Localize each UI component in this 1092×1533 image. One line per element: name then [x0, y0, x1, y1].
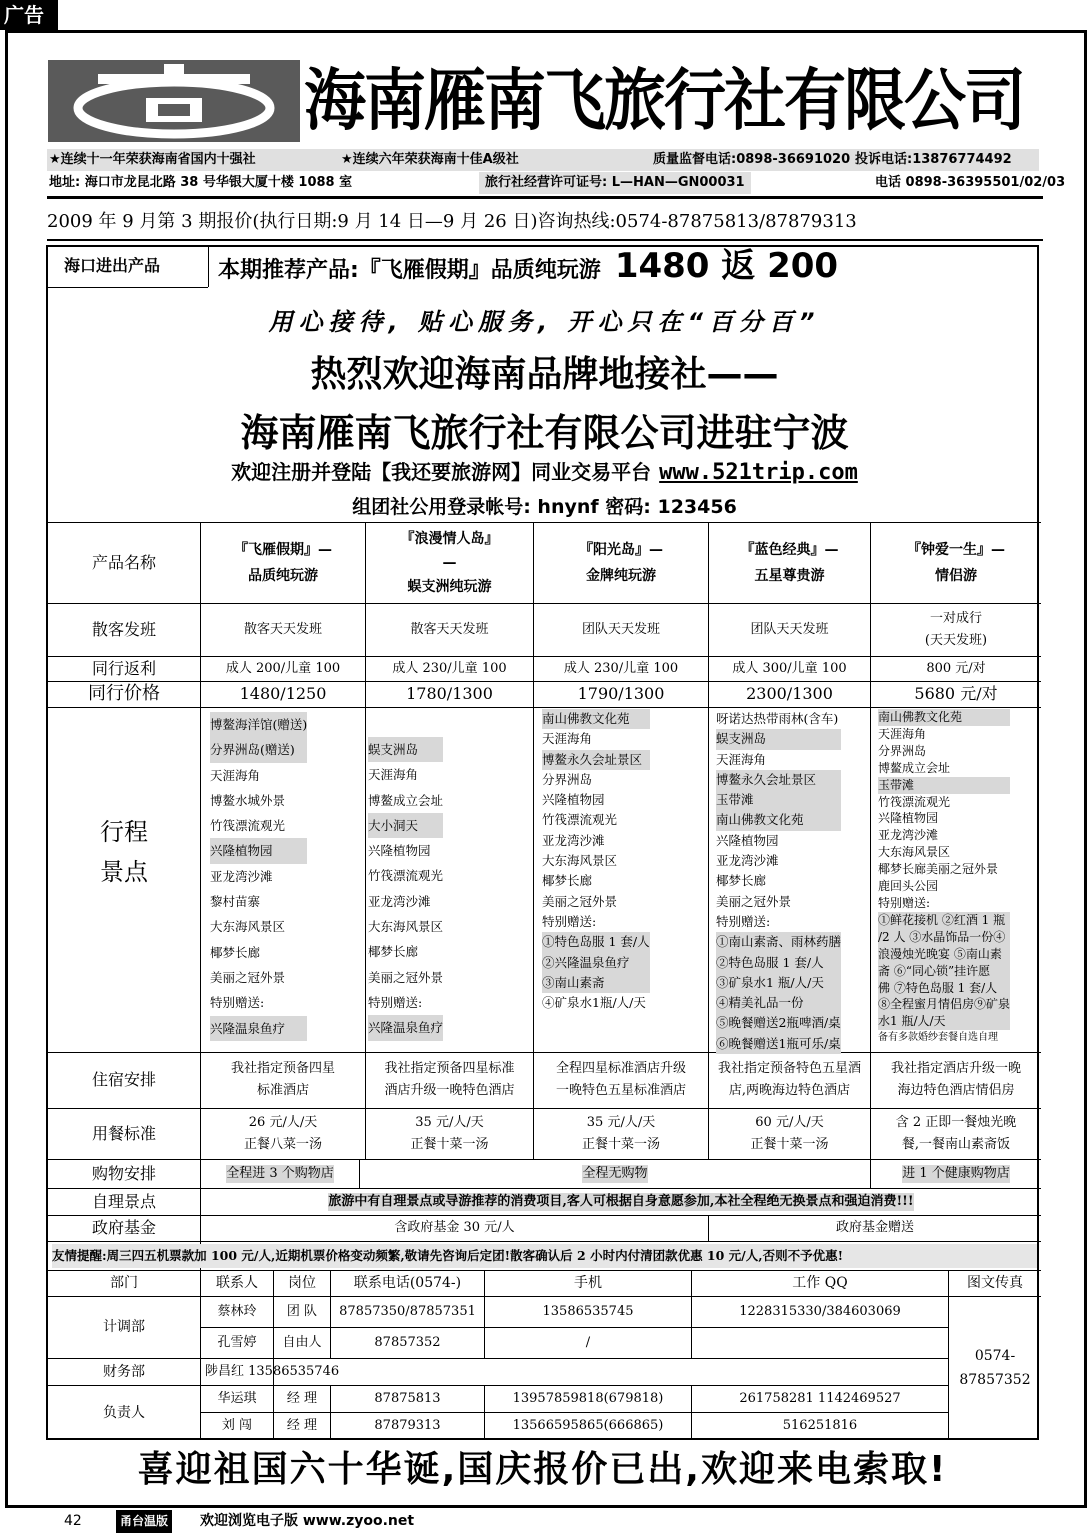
honor-1: ★连续十一年荣获海南省国内十强社: [49, 152, 256, 167]
hotel-line: 标准酒店: [256, 1083, 309, 1098]
itinerary-item: ①南山素斋、雨林药膳: [716, 932, 841, 952]
itinerary-item: 特别赠送:: [878, 895, 931, 910]
product-name: [534, 522, 708, 603]
itinerary-list: [542, 709, 650, 1013]
issue-line: 2009 年 9 月第 3 期报价(执行日期:9 月 14 日—9 月 26 日)咨询热线:0574-87875813/87879313: [47, 211, 857, 232]
itinerary-item: 浪漫烛光晚宴 ⑤南山素: [878, 946, 1010, 963]
contact-name: 刘 闯: [221, 1418, 253, 1433]
register-text: 欢迎注册并登陆【我还要旅游网】同业交易平台: [231, 460, 652, 484]
shopping-text-5: 进 1 个健康购物店: [902, 1165, 1010, 1181]
hotel-line: 我社指定预备特色五星酒: [717, 1061, 861, 1076]
meal-cell: [534, 1108, 708, 1159]
schedule-cell: 散客天天发班: [243, 621, 322, 637]
itinerary-item: 分界洲岛(赠送): [210, 737, 307, 762]
itinerary-item: 特别赠送:: [542, 913, 597, 929]
contact-role: 经 理: [286, 1418, 318, 1433]
itinerary-item: 椰梦长廊美丽之冠外景: [878, 862, 999, 877]
itinerary-item: ⑤晚餐赠送2瓶啤酒/桌: [716, 1013, 841, 1033]
shopping-cell: [360, 1159, 870, 1188]
meal-line: 正餐八菜一汤: [243, 1136, 322, 1152]
schedule-cell: [871, 603, 1041, 656]
itinerary-item: 博鳌海洋馆(赠送): [210, 712, 307, 737]
itinerary-item: 美丽之冠外景: [368, 969, 444, 985]
hotel-line: 我社指定酒店升级一晚: [890, 1061, 1021, 1076]
office-phone: 电话 0898-36395501/02/03: [875, 175, 1066, 190]
itinerary-item: 天涯海角: [716, 751, 767, 767]
license: 旅行社经营许可证号: L—HAN—GN00031: [479, 172, 751, 194]
schedule-cell: 团队天天发班: [750, 621, 829, 637]
quality-phone: 质量监督电话:0898-36691020: [653, 152, 851, 167]
product-dash-2: —: [442, 554, 457, 571]
itinerary-item: 呀诺达热带雨林(含车): [716, 711, 839, 726]
service-slogan: 用心接待, 贴心服务, 开心只在“百分百”: [268, 308, 821, 336]
itinerary-item: 亚龙湾沙滩: [368, 893, 431, 909]
itinerary-item: 竹筏漂流观光: [210, 818, 286, 834]
itinerary-item: 水1 瓶/人/天: [878, 1013, 1010, 1030]
itinerary-item: 玉带滩: [878, 777, 1010, 794]
itinerary-item: 兴隆植物园: [210, 838, 307, 863]
fund-cell: 含政府基金 30 元/人: [394, 1220, 515, 1235]
row-label-meal: 用餐标准: [91, 1123, 156, 1143]
itinerary-item: 博鳌永久会址景区: [716, 770, 841, 790]
itinerary-item: 椰梦长廊: [716, 873, 767, 889]
itinerary-item: 黎村苗寨: [210, 894, 261, 910]
hotel-line: 海边特色酒店情侣房: [897, 1083, 1015, 1098]
itinerary-item: 亚龙湾沙滩: [878, 828, 939, 843]
itinerary-list: [716, 709, 841, 1054]
price-table: [46, 245, 1039, 1440]
row-label-itinerary: [48, 807, 200, 897]
itinerary-list: [210, 712, 307, 1041]
featured-text: 本期推荐产品:『飞雁假期』品质纯玩游: [218, 258, 601, 283]
product-subtitle-3: 金牌纯玩游: [586, 567, 656, 584]
address: 地址: 海口市龙昆北路 38 号华银大厦十楼 1088 室: [49, 175, 353, 190]
itinerary-item: 大东海风景区: [542, 853, 618, 869]
schedule-cell: 团队天天发班: [581, 621, 660, 637]
selfpay-text: 旅游中有自理景点或导游推荐的消费项目,客人可根据自身意愿参加,本社全程绝无换景点和强迫消费!!!: [328, 1193, 914, 1209]
contact-name: 陟昌红 13586535746: [205, 1363, 340, 1379]
hotel-line: 酒店升级一晚特色酒店: [384, 1083, 515, 1098]
shopping-text-1: 全程进 3 个购物店: [226, 1165, 334, 1181]
contact-header: 工作 QQ: [792, 1275, 848, 1291]
itinerary-item: 亚龙湾沙滩: [210, 868, 273, 884]
schedule-note-5: (天天发班): [924, 632, 988, 648]
account-line: 组团社公用登录帐号: hnynf 密码: 123456: [352, 496, 737, 518]
itinerary-item: ⑧全程蜜月情侣房⑨矿泉: [878, 997, 1011, 1012]
contact-header: 部门: [110, 1275, 138, 1291]
itinerary-item: 竹筏漂流观光: [878, 794, 951, 809]
contact-name: 华运琪: [217, 1390, 257, 1406]
meal-cell: [201, 1108, 365, 1159]
itinerary-item: 南山佛教文化苑: [542, 709, 650, 729]
featured-price: 1480 返 200: [614, 246, 839, 286]
row-label-rebate: 同行返利: [91, 658, 156, 678]
itinerary-item: 亚龙湾沙滩: [716, 853, 779, 869]
itinerary-item: 特别赠送:: [210, 995, 265, 1011]
register-line: [48, 457, 1041, 488]
meal-line: 正餐十菜一汤: [750, 1136, 829, 1152]
hotel-cell: [709, 1052, 870, 1108]
contact-mobile: 13586535745: [542, 1303, 634, 1319]
itinerary-item: 天涯海角: [878, 726, 927, 741]
row-label-fund: 政府基金: [91, 1218, 156, 1237]
contact-role: 自由人: [282, 1334, 322, 1350]
rebate-cell: 成人 200/儿童 100: [225, 660, 341, 676]
itinerary-item: 兴隆植物园: [878, 811, 939, 826]
hotel-line: 一晚特色五星标准酒店: [555, 1083, 686, 1098]
dept-cell: 负责人: [103, 1404, 145, 1421]
itinerary-item: 天涯海角: [210, 767, 261, 783]
itinerary-item: ②特色岛服 1 套/人: [716, 953, 841, 973]
contact-name: 蔡林玲: [217, 1303, 257, 1319]
row-label-itinerary-1: 行程: [100, 818, 148, 846]
contact-tel: 87857352: [374, 1334, 441, 1350]
contact-tel: 87875813: [374, 1390, 441, 1406]
meal-line: 正餐十菜一汤: [581, 1136, 660, 1152]
itinerary-item: ③矿泉水1 瓶/人/天: [716, 973, 841, 993]
itinerary-item: 美丽之冠外景: [716, 893, 792, 909]
itinerary-item: 分界洲岛: [878, 743, 927, 758]
contact-header: 岗位: [288, 1275, 316, 1291]
hotel-line: 店,两晚海边特色酒店: [728, 1083, 851, 1098]
contact-name: 孔雪婷: [217, 1334, 257, 1350]
itinerary-item: 特别赠送:: [368, 994, 423, 1010]
itinerary-item: 椰梦长廊: [542, 873, 593, 889]
shopping-cell: [201, 1159, 359, 1188]
schedule-cell: 散客天天发班: [410, 621, 489, 637]
itinerary-item: 特别赠送:: [716, 913, 771, 929]
contact-role: 经 理: [286, 1390, 318, 1406]
meal-line: 正餐十菜一汤: [410, 1136, 489, 1152]
product-subtitle-5: 情侣游: [935, 567, 977, 584]
address-line: [47, 172, 1066, 194]
itinerary-item: /2 人 ③水晶饰品一份④: [878, 929, 1010, 946]
contact-header: 联系人: [216, 1275, 258, 1291]
divider: [47, 239, 1043, 241]
shopping-text-mid: 全程无购物: [582, 1165, 648, 1181]
itinerary-item: ①特色岛服 1 套/人: [542, 932, 650, 952]
fax-line-2: 87857352: [959, 1372, 1031, 1388]
contact-mobile: /: [585, 1334, 591, 1350]
honors-line: [47, 149, 1039, 171]
footer-text: 欢迎浏览电子版 www.zyoo.net: [200, 1513, 415, 1529]
ad-tag: 广告: [0, 0, 58, 30]
itinerary-item: 兴隆植物园: [542, 792, 605, 808]
itinerary-item: 天涯海角: [368, 767, 419, 783]
itinerary-item: 椰梦长廊: [368, 944, 419, 960]
itinerary-item: 博鳌永久会址景区: [542, 750, 650, 770]
welcome-headline-2: 海南雁南飞旅行社有限公司进驻宁波: [240, 411, 849, 455]
itinerary-item: ④精美礼品一份: [716, 993, 841, 1013]
company-logo: [48, 60, 300, 142]
product-name: [709, 522, 870, 603]
itinerary-item: 大东海风景区: [878, 845, 951, 860]
row-label-schedule: 散客发班: [91, 619, 156, 639]
itinerary-item: 博鳌成立会址: [878, 760, 951, 775]
product-subtitle-4: 五星尊贵游: [754, 567, 825, 584]
itinerary-item: 蜈支洲岛: [368, 737, 443, 762]
contact-qq: 516251816: [782, 1418, 858, 1433]
company-title: 海南雁南飞旅行社有限公司: [304, 61, 1025, 140]
divider: [47, 196, 1043, 199]
contact-header: 图文传真: [967, 1275, 1023, 1291]
meal-line: 26 元/人/天: [248, 1114, 318, 1130]
itinerary-item: 美丽之冠外景: [210, 969, 286, 985]
featured-product: [218, 247, 1018, 285]
bottom-slogan: 喜迎祖国六十华诞,国庆报价已出,欢迎来电索取!: [137, 1449, 948, 1490]
itinerary-item: ②兴隆温泉鱼疗: [542, 953, 650, 973]
meal-line: 餐,一餐南山素斋饭: [901, 1136, 1011, 1152]
hotel-line: 全程四星标准酒店升级: [555, 1061, 686, 1076]
row-label-hotel: 住宿安排: [91, 1070, 156, 1089]
contact-mobile: 13566595865(666865): [512, 1418, 664, 1433]
price-cell: 1790/1300: [577, 684, 665, 703]
contact-tel: 87879313: [374, 1418, 441, 1433]
itinerary-item: 玉带滩: [716, 790, 841, 810]
product-name: [871, 522, 1041, 603]
itinerary-list: [878, 709, 1010, 1047]
selfpay-cell: [201, 1188, 1041, 1215]
meal-line: 60 元/人/天: [755, 1114, 824, 1130]
itinerary-item: 鹿回头公园: [878, 879, 939, 894]
price-cell: 1780/1300: [406, 684, 493, 703]
itinerary-item: 大东海风景区: [210, 919, 286, 935]
itinerary-item: ③南山素斋: [542, 973, 650, 993]
product-name-5: 『钟爱一生』—: [907, 541, 1005, 558]
logo-emblem-icon: [48, 60, 300, 142]
meal-cell: [366, 1108, 533, 1159]
meal-cell: [709, 1108, 870, 1159]
meal-line: 35 元/人/天: [586, 1114, 656, 1130]
itinerary-item: 椰梦长廊: [210, 944, 261, 960]
meal-line: 含 2 正即一餐烛光晚: [895, 1114, 1017, 1130]
price-cell: 1480/1250: [239, 684, 327, 703]
row-label-selfpay: 自理景点: [91, 1191, 156, 1211]
itinerary-item: 大小洞天: [368, 813, 443, 838]
itinerary-item: 蜈支洲岛: [716, 729, 841, 749]
row-label-shopping: 购物安排: [91, 1163, 156, 1183]
itinerary-item: 南山佛教文化苑: [878, 709, 1010, 726]
price-cell: 2300/1300: [746, 684, 833, 703]
meal-line: 35 元/人/天: [415, 1114, 484, 1130]
shopping-cell: [871, 1159, 1041, 1188]
price-cell: 5680 元/对: [914, 684, 998, 703]
product-name-3: 『阳光岛』—: [579, 541, 663, 558]
product-name: [201, 522, 365, 603]
itinerary-item: ④矿泉水1瓶/人/天: [542, 995, 646, 1011]
itinerary-item: 博鳌水城外景: [210, 792, 286, 808]
row-label-name: 产品名称: [91, 552, 156, 572]
itinerary-item: 亚龙湾沙滩: [542, 832, 605, 848]
dept-cell: 计调部: [103, 1319, 145, 1335]
itinerary-item: 兴隆温泉鱼疗: [210, 1016, 307, 1041]
row-label-itinerary-2: 景点: [100, 858, 148, 886]
hotel-cell: [366, 1052, 533, 1108]
fax-cell: [949, 1296, 1041, 1440]
contact-header: 联系电话(0574-): [353, 1275, 462, 1291]
contact-mobile: 13957859818(679818): [512, 1390, 664, 1406]
rebate-cell: 成人 230/儿童 100: [563, 660, 679, 676]
itinerary-item: 佛 ⑦特色岛服 1 套/人: [878, 980, 1010, 997]
itinerary-item: 大东海风景区: [368, 919, 444, 935]
publication-badge: 甬台温版: [116, 1510, 172, 1533]
product-subtitle-1: 品质纯玩游: [248, 567, 318, 584]
hotel-cell: [534, 1052, 708, 1108]
product-name-4: 『蓝色经典』—: [740, 541, 839, 558]
welcome-headline-1: 热烈欢迎海南品牌地接社——: [310, 354, 779, 395]
complaint-phone: 投诉电话:13876774492: [855, 152, 1012, 167]
website-link[interactable]: www.521trip.com: [659, 460, 858, 485]
itinerary-item: 天涯海角: [542, 731, 593, 747]
dept-cell: 财务部: [103, 1363, 145, 1380]
itinerary-item: 兴隆温泉鱼疗: [368, 1015, 443, 1040]
itinerary-item: 博鳌成立会址: [368, 792, 444, 808]
contact-qq: 261758281 1142469527: [739, 1390, 901, 1406]
itinerary-item: 竹筏漂流观光: [542, 812, 618, 828]
hotel-line: 我社指定预备四星标准: [384, 1061, 515, 1076]
itinerary-list: [368, 737, 443, 1041]
rebate-cell: 成人 300/儿童 100: [732, 660, 847, 676]
row-label-price: 同行价格: [88, 683, 160, 704]
fax-line-1: 0574-: [974, 1348, 1016, 1364]
rebate-cell: 成人 230/儿童 100: [392, 660, 507, 676]
rebate-cell: 800 元/对: [926, 660, 986, 676]
itinerary-item: 美丽之冠外景: [542, 893, 618, 909]
contact-header: 手机: [574, 1275, 602, 1291]
product-name-2: 『浪漫情人岛』: [400, 530, 499, 547]
schedule-text-5: 一对成行: [929, 610, 982, 626]
contact-qq: 1228315330/384603069: [739, 1303, 901, 1319]
itinerary-item: 备有多款婚纱套餐自选自理: [878, 1032, 998, 1044]
itinerary-item: ⑥晚餐赠送1瓶可乐/桌: [716, 1034, 841, 1054]
fund-cell: 政府基金赠送: [835, 1220, 914, 1235]
contact-role: 团 队: [286, 1303, 318, 1319]
section-label: 海口进出产品: [64, 256, 161, 275]
honor-2: ★连续六年荣获海南十佳A级社: [341, 152, 519, 167]
itinerary-item: 竹筏漂流观光: [368, 868, 444, 884]
itinerary-item: 兴隆植物园: [368, 843, 431, 859]
meal-cell: [871, 1108, 1041, 1159]
product-name: [366, 522, 533, 603]
hotel-line: 我社指定预备四星: [230, 1061, 335, 1076]
itinerary-item: 南山佛教文化苑: [716, 810, 841, 830]
itinerary-item: 兴隆植物园: [716, 832, 779, 848]
product-name-1: 『飞雁假期』—: [234, 541, 332, 558]
product-subtitle-2: 蜈支洲纯玩游: [407, 578, 492, 595]
page-footer: [0, 1510, 1092, 1533]
page-number: 42: [64, 1513, 82, 1529]
itinerary-item: ①鲜花接机 ②红酒 1 瓶: [878, 912, 1010, 929]
hotel-cell: [201, 1052, 365, 1108]
friendly-tip: 友情提醒:周三四五机票款加 100 元/人,近期机票价格变动频繁,敬请先咨询后定团!散客确认后 2 小时内付清团款优惠 10 元/人,否则不予优惠!: [52, 1244, 1037, 1268]
contact-tel: 87857350/87857351: [339, 1303, 476, 1319]
itinerary-item: 斋 ⑥“同心锁”挂许愿: [878, 963, 1010, 980]
hotel-cell: [871, 1052, 1041, 1108]
itinerary-item: 分界洲岛: [542, 771, 593, 787]
